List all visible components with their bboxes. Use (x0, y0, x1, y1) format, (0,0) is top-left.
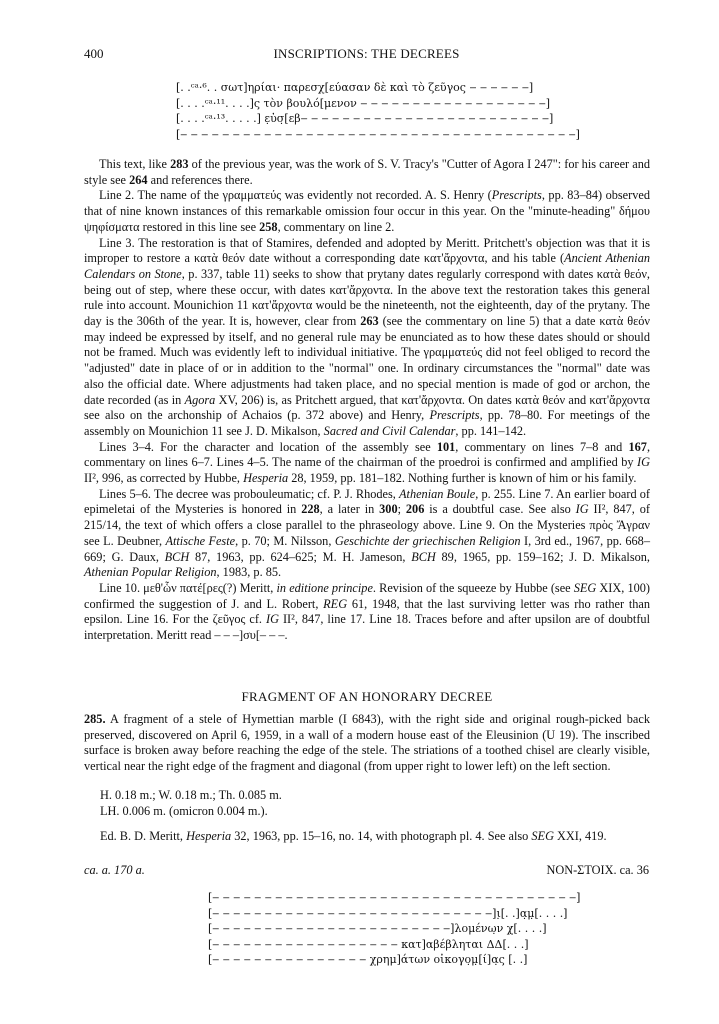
cross-reference: 263 (360, 314, 379, 329)
description-paragraph: 285. A fragment of a stele of Hymettian marble (I 6843), with the right side and original rough-picked back preserved, discovered on April 6, 1959, in a wall of a modern house east of the Eleusinion (U 19). The inscribed surface is broken away before reaching the edge of the stele. The striations of a toothed chisel are clearly visible, vertical near the right edge of the fragment and diagonal (from upper right to lower left) on the left section. (84, 712, 650, 774)
commentary-paragraph: Line 3. The restoration is that of Stamires, defended and adopted by Meritt. Pritchett's objection was that it is improper to restore a κατὰ θεόν date without a corresponding date κατ'ἄρχοντα, and his table (Ancient Athenian Calendars on Stone, p. 337, table 11) seeks to show that prytany dates regularly correspond with dates κατὰ θεόν, being out of step, where these occur, with dates κατ'ἄρχοντα. In the above text the restoration takes this general rule into account. Mounichion 11 κατ'ἄρχοντα would be the nineteenth, not the eighteenth, day of the prytany. The day is the 306th of the year. It is, however, clear from 263 (see the commentary on line 5) that a date κατὰ θεόν may indeed be expressed by itself, and no general rule may be enunciated as to how these dates should or should not be framed. Much was evidently left to individual initiative. The γραμματεύς did not feel obliged to record the "adjusted" date in place of or in addition to the "normal" one. In ordinary circumstances the "normal" date was also the official date. Where adjustments had taken place, and no special mention is made of god or archon, the date recorded (as in Agora XV, 206) is, as Pritchett argued, that κατ'ἄρχοντα. On dates κατὰ θεόν and κατ'ἄρχοντα see also on the archonship of Achaios (p. 372 above) and Henry, Prescripts, pp. 78–80. For meetings of the assembly on Mounichion 11 see J. D. Mikalson, Sacred and Civil Calendar, pp. 141–142. (84, 235, 651, 438)
commentary-paragraph: Line 2. The name of the γραμματεύς was evidently not recorded. A. S. Henry (Prescripts, pp. 83–84) observed that of nine known instances of this remarkable omission four occur in this year. On the "minute-heading" δήμου ψηφίσματα restored in this line see 258, commentary on line 2. (84, 188, 650, 234)
inscription-line: [. . . .ᶜᵃ·¹³. . . . .] ε̣ὐσ̣[εβ‒ ‒ ‒ ‒ ‒ ‒ ‒ ‒ ‒ ‒ ‒ ‒ ‒ ‒ ‒ ‒ ‒ ‒ ‒ ‒ ‒ ‒ ‒ ‒] (176, 112, 554, 125)
cross-reference: 264 (129, 172, 148, 187)
cross-reference: 300 (379, 502, 398, 517)
cross-reference: 228 (301, 502, 320, 517)
inscription-line: [‒ ‒ ‒ ‒ ‒ ‒ ‒ ‒ ‒ ‒ ‒ ‒ ‒ ‒ ‒ χρημ]άτων οἰκογο̣μ̣[ί]α̣ς [. .] (208, 953, 528, 966)
commentary-paragraph: Lines 3–4. For the character and location of the assembly see 101, commentary on lines 7–8 and 167, commentary on lines 6–7. Lines 4–5. The name of the chairman of the proedroi is confirmed and amplified by IG II², 996, as corrected by Hubbe, Hesperia 28, 1959, pp. 181–182. Nothing further is known of him or his family. (84, 439, 651, 486)
inscription-line: [‒ ‒ ‒ ‒ ‒ ‒ ‒ ‒ ‒ ‒ ‒ ‒ ‒ ‒ ‒ ‒ ‒ ‒ ‒ ‒ ‒ ‒ ‒ ‒ ‒ ‒ ‒ ‒ ‒ ‒ ‒ ‒ ‒ ‒ ‒] (208, 891, 581, 904)
cross-reference: 283 (170, 157, 189, 171)
inscription-date: ca. a. 170 a. (84, 863, 145, 877)
inscription-line: [‒ ‒ ‒ ‒ ‒ ‒ ‒ ‒ ‒ ‒ ‒ ‒ ‒ ‒ ‒ ‒ ‒ ‒ ‒ ‒ ‒ ‒ ‒ ‒ ‒ ‒ ‒ ‒ ‒ ‒ ‒ ‒ ‒ ‒ ‒ ‒ ‒ ‒] (176, 127, 580, 141)
inscription-description (84, 712, 650, 775)
cross-reference: 101 (436, 439, 456, 454)
commentary-paragraph: Line 10. μεθ'ὧν πατέ[ρες(?) Meritt, in editione principe. Revision of the squeeze by Hubbe (see SEG XIX, 100) confirmed the suggestion of J. and L. Robert, REG 61, 1948, that the last surviving letter was rho rather than epsilon. Line 16. For the ζεῦγος cf. IG II², 847, line 17. Line 18. Traces before and after upsilon are of doubtful interpretation. Meritt read ‒ ‒ ‒]συ[‒ ‒ ‒. (84, 580, 651, 643)
dimensions: H. 0.18 m.; W. 0.18 m.; Th. 0.085 m. (100, 788, 282, 802)
inscription-text-bottom (208, 890, 580, 968)
cross-reference: 258 (259, 219, 278, 234)
inscription-text-top (176, 80, 580, 142)
running-title: INSCRIPTIONS: THE DECREES (273, 46, 460, 61)
section-title: FRAGMENT OF AN HONORARY DECREE (241, 689, 493, 704)
inscription-number: 285. (84, 712, 106, 726)
cross-reference: 167 (628, 439, 647, 454)
edition-reference: Ed. B. D. Meritt, Hesperia 32, 1963, pp. 15–16, no. 14, with photograph pl. 4. See also SEG XXI, 419. (100, 829, 607, 843)
page-number: 400 (84, 46, 104, 61)
page-header (84, 46, 649, 62)
commentary (84, 157, 650, 644)
inscription-line: [. . . .ᶜᵃ·¹¹. . . .]ς τὸν βουλό[μενον ‒ ‒ ‒ ‒ ‒ ‒ ‒ ‒ ‒ ‒ ‒ ‒ ‒ ‒ ‒ ‒ ‒ ‒] (176, 96, 551, 110)
inscription-line: [‒ ‒ ‒ ‒ ‒ ‒ ‒ ‒ ‒ ‒ ‒ ‒ ‒ ‒ ‒ ‒ ‒ ‒ ‒ ‒ ‒ ‒ ‒]λομένω̣ν χ̣[. . . .] (208, 922, 547, 935)
stoichedon-note: NON-ΣΤΟΙΧ. ca. 36 (546, 863, 649, 877)
inscription-line: [. .ᶜᵃ·⁶. . σωτ]ηρίαι· παρεσχ[εύασαν δὲ καὶ τὸ ζεῦγος ‒ ‒ ‒ ‒ ‒ ‒] (176, 81, 534, 94)
inscription-line: [‒ ‒ ‒ ‒ ‒ ‒ ‒ ‒ ‒ ‒ ‒ ‒ ‒ ‒ ‒ ‒ ‒ ‒ κατ]αβέβληται ΔΔ[. . .] (208, 937, 529, 951)
commentary-paragraph: Lines 5–6. The decree was probouleumatic; cf. P. J. Rhodes, Athenian Boule, p. 255. Line 7. An earlier board of epimeletai of the Mysteries is honored in 228, a later in 300; 206 is a doubtful case. See also IG II², 847, of 215/14, the text of which offers a close parallel to the phraseology above. Line 9. On the Mysteries πρὸς Ἄγραν see L. Deubner, Attische Feste, p. 70; M. Nilsson, Geschichte der griechischen Religion I, 3rd ed., 1967, pp. 668–669; G. Daux, BCH 87, 1963, pp. 624–625; M. H. Jameson, BCH 89, 1965, pp. 159–162; J. D. Mikalson, Athenian Popular Religion, 1983, p. 85. (84, 486, 650, 580)
cross-reference: 206 (405, 502, 425, 517)
commentary-paragraph: This text, like 283 of the previous year, was the work of S. V. Tracy's "Cutter of Agora I 247": for his career and style see 264 and references there. (84, 157, 650, 187)
inscription-line: [‒ ‒ ‒ ‒ ‒ ‒ ‒ ‒ ‒ ‒ ‒ ‒ ‒ ‒ ‒ ‒ ‒ ‒ ‒ ‒ ‒ ‒ ‒ ‒ ‒ ‒ ‒]ι̣[. .]α̣μ̣[. . . .] (208, 906, 568, 920)
letter-height: LH. 0.006 m. (omicron 0.004 m.). (100, 804, 268, 818)
